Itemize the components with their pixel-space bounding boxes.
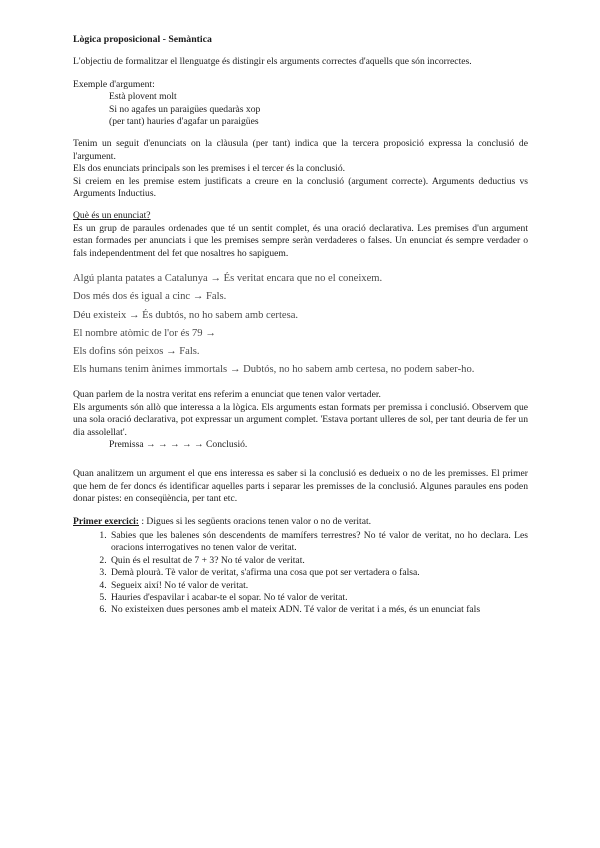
explanation-block [73, 138, 528, 200]
example-line: Està plovent molt [109, 91, 177, 103]
example-block [73, 79, 528, 129]
enunciat-section [73, 210, 528, 260]
example-line: Si no agafes un paraigües quedaràs xop [109, 103, 261, 115]
exercise-item: 5. Hauries d'espavilar i acabar-te el sopar. No té valor de veritat. [109, 592, 528, 604]
analysis-paragraph: Quan analitzem un argument el que ens interessa es saber si la conclusió es dedueix o no de les premisses. El primer que hem de fer doncs és identificar aquelles parts i separar les premisses de la conclusió. Algunes paraules ens poden donar pistes: en conseqüència, per tant etc. [73, 468, 528, 505]
intro-paragraph: L'objectiu de formalitzar el llenguatge és distingir els arguments correctes d'aquells que són incorrectes. [73, 56, 472, 68]
exercise-item: 2. Quin és el resultat de 7 + 3? No té valor de veritat. [109, 555, 528, 567]
example-line: (per tant) hauries d'agafar un paraigües [109, 116, 259, 128]
examples-list [73, 270, 528, 379]
example-heading: Exemple d'argument: [73, 78, 155, 90]
veritat-section [73, 389, 528, 451]
example-statement: Els dofins són peixos → Fals. [73, 345, 200, 357]
exercise-list [73, 530, 528, 617]
exercise-title: Primer exercici: [73, 515, 139, 527]
exercise-section [73, 516, 528, 617]
document-title: Lògica proposicional - Semàntica [73, 34, 212, 45]
example-statement: Els humans tenim ànimes immortals → Dubtós, no ho sabem amb certesa, no podem saber-ho. [73, 364, 475, 376]
example-statement: Algú planta patates a Catalunya → És veritat encara que no el coneixem. [73, 273, 383, 285]
exercise-item: 4. Segueix així! No té valor de veritat. [109, 580, 528, 592]
example-statement: Dos més dos és igual a cinc → Fals. [73, 291, 227, 303]
exercise-item: 3. Demà plourà. Tè valor de veritat, s'afirma una cosa que pot ser vertadera o falsa. [109, 567, 528, 579]
exercise-item: 6. No existeixen dues persones amb el mateix ADN. Té valor de veritat i a més, és un enunciat fals [109, 604, 528, 616]
document-page [73, 34, 528, 617]
explanation-line: Tenim un seguit d'enunciats on la clàusula (per tant) indica que la tercera proposició expressa la conclusió de l'argument. [73, 138, 528, 162]
veritat-line: Els arguments són allò que interessa a la lògica. Els arguments estan formats per premissa i conclusió. Observem que una sola oració declarativa, pot expressar un argument complet. 'Estava portant ulleres de sol, per tant deuria de fer un dia assolellat'. [73, 401, 528, 438]
exercise-instruction: : Digues si les següents oracions tenen valor o no de veritat. [138, 515, 372, 527]
veritat-line: Quan parlem de la nostra veritat ens referim a enunciat que tenen valor vertader. [73, 389, 381, 401]
enunciat-text: Es un grup de paraules ordenades que té un sentit complet, és una oració declarativa. Les premises d'un argument estan formades per anunciats i que les premises sempre seràn verdaderes o falses. Un enunciat és sempre verdader o fals independentment del fet que nosaltres ho sapiguem. [73, 222, 528, 259]
example-statement: El nombre atòmic de l'or és 79 → [73, 327, 216, 339]
exercise-item: 1. Sabies que les balenes són descendents de mamífers terrestres? No té valor de veritat, no ho declara. Les oracions interrogatives no tenen valor de veritat. [109, 530, 528, 555]
exercise-header [73, 516, 528, 528]
premissa-line: Premissa → → → → → Conclusió. [109, 438, 248, 450]
explanation-line: Els dos enunciats principals son les premises i el tercer és la conclusió. [73, 163, 346, 175]
example-statement: Déu existeix → És dubtós, no ho sabem amb certesa. [73, 309, 299, 321]
enunciat-heading: Què és un enunciat? [73, 210, 151, 222]
explanation-line: Si creiem en les premise estem justificats a creure en la conclusió (argument correcte). Arguments deductius vs Arguments Inductius. [73, 175, 528, 200]
